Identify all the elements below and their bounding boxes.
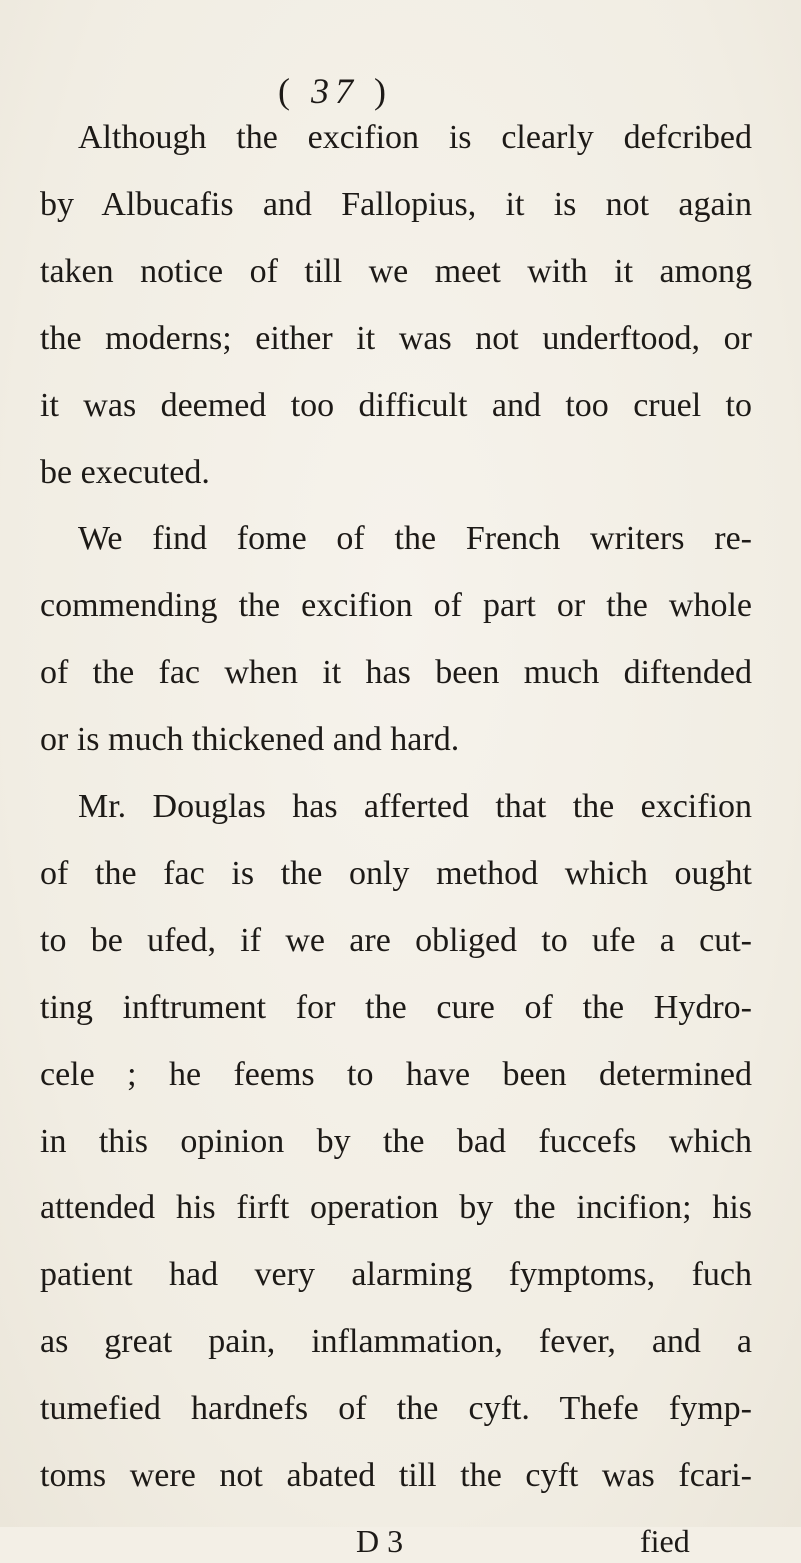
text-line: it was deemed too difficult and too cruel to: [40, 387, 752, 424]
text-line: be executed.: [40, 454, 210, 491]
text-line: in this opinion by the bad fuccefs which: [40, 1123, 752, 1160]
page-number-value: 37: [311, 71, 359, 111]
text-line: of the fac is the only method which ought: [40, 855, 752, 892]
signature-mark: D 3: [356, 1523, 404, 1559]
text-line: cele ; he feems to have been determined: [40, 1056, 752, 1093]
text-line: tumefied hardnefs of the cyft. Thefe fymp-: [40, 1390, 752, 1427]
text-line: We find fome of the French writers re-: [78, 520, 752, 557]
text-line: to be ufed, if we are obliged to ufe a cut-: [40, 922, 752, 959]
text-line: commending the excifion of part or the whole: [40, 587, 752, 624]
text-line: the moderns; either it was not underftood, or: [40, 320, 752, 357]
text-line: Mr. Douglas has afferted that the excifion: [78, 788, 752, 825]
catchword: fied: [640, 1523, 690, 1559]
text-line: or is much thickened and hard.: [40, 721, 460, 758]
text-line: taken notice of till we meet with it among: [40, 253, 752, 290]
page-footer: [0, 1523, 801, 1563]
text-line: patient had very alarming fymptoms, fuch: [40, 1256, 752, 1293]
text-line: by Albucafis and Fallopius, it is not again: [40, 186, 752, 223]
page-number: [0, 70, 670, 112]
text-line: ting inftrument for the cure of the Hydro-: [40, 989, 752, 1026]
page-number-close-paren: ): [374, 71, 392, 111]
text-line: toms were not abated till the cyft was fcari-: [40, 1457, 752, 1494]
text-line: of the fac when it has been much diftended: [40, 654, 752, 691]
text-line: as great pain, inflammation, fever, and a: [40, 1323, 752, 1360]
text-line: attended his firft operation by the incifion; his: [40, 1189, 752, 1226]
text-line: Although the excifion is clearly defcribed: [78, 119, 752, 156]
page-number-open-paren: (: [278, 71, 296, 111]
